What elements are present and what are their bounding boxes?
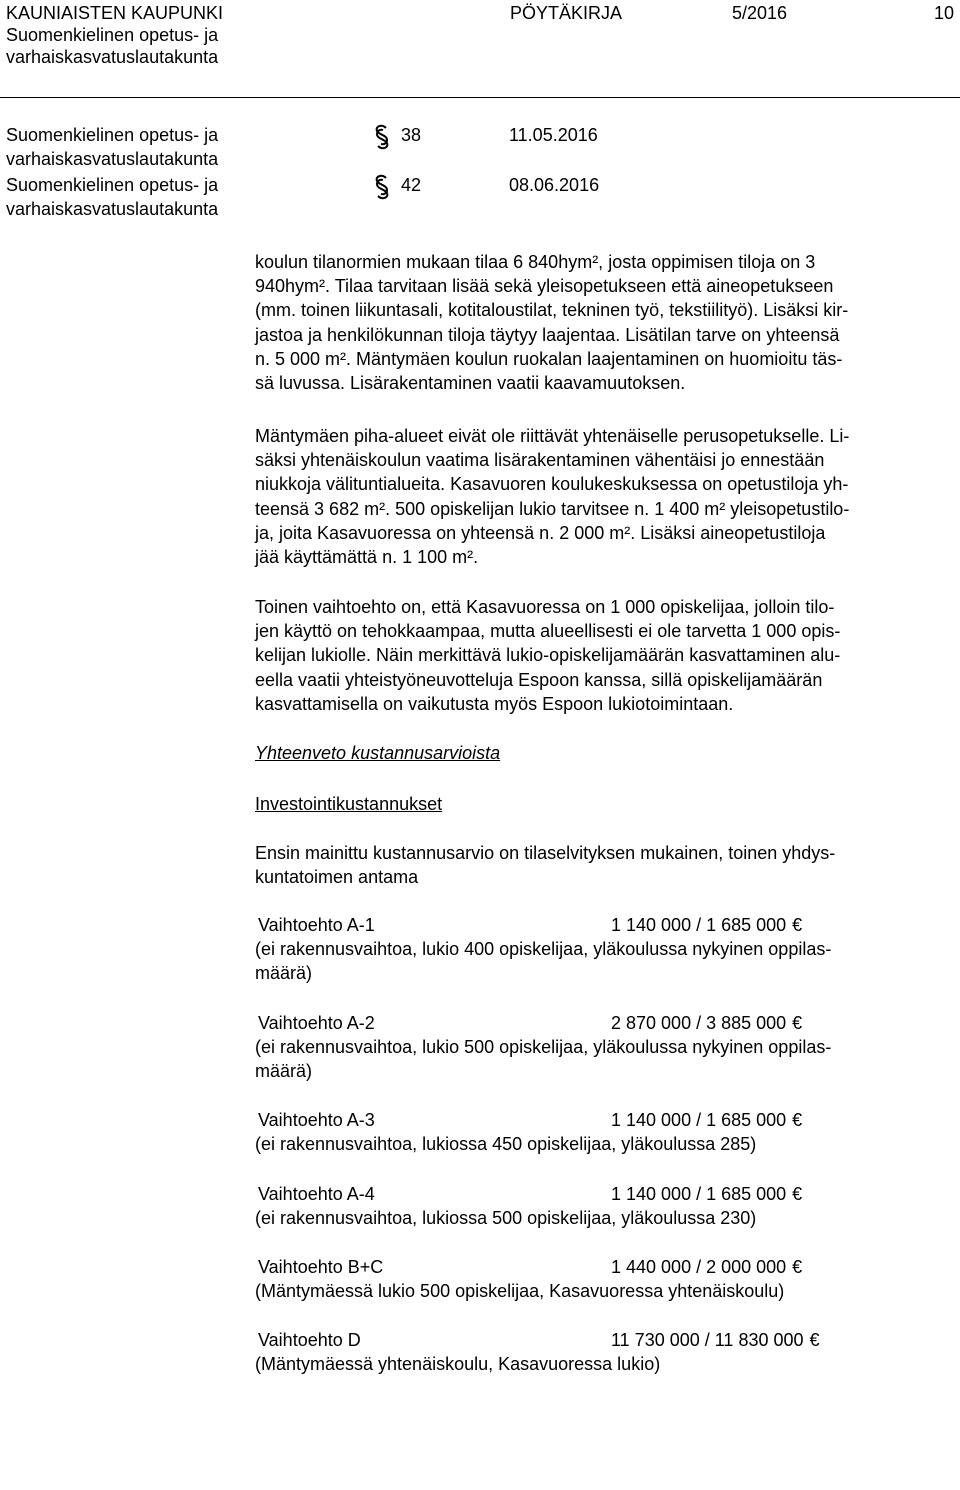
- paragraph-alternative: Toinen vaihtoehto on, että Kasavuoressa on 1 000 opiskelijaa, jolloin tilo- jen käyttö on tehokkaampaa, mutta alueellisesti ei ole tarvetta 1 000 opis- kelijan lukiolle. Näin merkittävä lukio-opiskelijamäärän kasvattaminen alu- eella vaatii yhteistyöneuvotteluja Espoon kanssa, sillä opiskelijamäärän kasvattamisella on vaikutusta myös Espoon lukiotoimintaan.: [255, 597, 841, 714]
- meeting-body-1-line1: Suomenkielinen opetus- ja: [6, 125, 219, 145]
- option-desc-d: (Mäntymäessä yhtenäiskoulu, Kasavuoressa lukio): [255, 1354, 661, 1374]
- euro-icon: €: [792, 1257, 803, 1277]
- doc-number: 5/2016: [732, 3, 788, 23]
- meeting-date-2: 08.06.2016: [509, 175, 600, 195]
- option-name-a3: Vaihtoehto A-3: [258, 1110, 375, 1130]
- meeting-section-2: 42: [401, 175, 422, 195]
- meeting-section-1: 38: [401, 125, 422, 145]
- option-name-a1: Vaihtoehto A-1: [258, 915, 375, 935]
- org-name: KAUNIAISTEN KAUPUNKI: [6, 3, 224, 23]
- euro-icon: €: [792, 1110, 803, 1130]
- section-sign-icon: [370, 174, 394, 200]
- board-name-line1: Suomenkielinen opetus- ja: [6, 25, 219, 45]
- header-divider: [0, 97, 960, 98]
- option-cost-a1: 1 140 000 / 1 685 000 €: [611, 915, 803, 935]
- heading-cost-summary: Yhteenveto kustannusarvioista: [255, 743, 501, 763]
- euro-icon: €: [792, 1013, 803, 1033]
- meeting-body-2-line1: Suomenkielinen opetus- ja: [6, 175, 219, 195]
- euro-icon: €: [809, 1330, 820, 1350]
- option-cost-d: 11 730 000 / 11 830 000 €: [611, 1330, 820, 1350]
- paragraph-intro: Ensin mainittu kustannusarvio on tilaselvityksen mukainen, toinen yhdys- kuntatoimen antama: [255, 843, 836, 888]
- option-name-bc: Vaihtoehto B+C: [258, 1257, 384, 1277]
- option-name-d: Vaihtoehto D: [258, 1330, 361, 1350]
- heading-investment-costs: Investointikustannukset: [255, 794, 443, 814]
- option-cost-a3: 1 140 000 / 1 685 000 €: [611, 1110, 803, 1130]
- option-desc-a4: (ei rakennusvaihtoa, lukiossa 500 opiskelijaa, yläkoulussa 230): [255, 1208, 757, 1228]
- doc-type: PÖYTÄKIRJA: [510, 3, 623, 23]
- option-cost-a4: 1 140 000 / 1 685 000 €: [611, 1184, 803, 1204]
- meeting-date-1: 11.05.2016: [509, 125, 598, 145]
- option-name-a2: Vaihtoehto A-2: [258, 1013, 375, 1033]
- option-name-a4: Vaihtoehto A-4: [258, 1184, 375, 1204]
- option-desc-a1: (ei rakennusvaihtoa, lukio 400 opiskelijaa, yläkoulussa nykyinen oppilas- määrä): [255, 939, 832, 984]
- meeting-body-1-line2: varhaiskasvatuslautakunta: [6, 149, 219, 169]
- option-cost-a2: 2 870 000 / 3 885 000 €: [611, 1013, 803, 1033]
- section-sign-icon: [370, 124, 394, 150]
- option-cost-bc: 1 440 000 / 2 000 000 €: [611, 1257, 803, 1277]
- meeting-body-2-line2: varhaiskasvatuslautakunta: [6, 199, 219, 219]
- euro-icon: €: [792, 1184, 803, 1204]
- page-number: 10: [934, 3, 955, 23]
- board-name-line2: varhaiskasvatuslautakunta: [6, 47, 219, 67]
- option-desc-a2: (ei rakennusvaihtoa, lukio 500 opiskelijaa, yläkoulussa nykyinen oppilas- määrä): [255, 1037, 832, 1082]
- paragraph-space-needs: koulun tilanormien mukaan tilaa 6 840hym², josta oppimisen tiloja on 3 940hym². Tilaa tarvitaan lisää sekä yleisopetukseen että aineopetukseen (mm. toinen liikuntasali, kotitaloustilat, tekninen työ, tekstiilityö). Lisäksi kir- jastoa ja henkilökunnan tiloja täytyy laajentaa. Lisätilan tarve on yhteensä n. 5 000 m². Mäntymäen koulun ruokalan laajentaminen on huomioitu täs- sä luvussa. Lisärakentaminen vaatii kaavamuutoksen.: [255, 252, 849, 394]
- euro-icon: €: [792, 915, 803, 935]
- paragraph-yard-areas: Mäntymäen piha-alueet eivät ole riittävät yhtenäiselle perusopetukselle. Li- säksi yhtenäiskoulun vaatima lisärakentaminen vähentäisi jo ennestään niukkoja välituntialueita. Kasavuoren koulukeskuksessa on opetustiloja yh- teensä 3 682 m². 500 opiskelijan lukio tarvitsee n. 1 400 m² yleisopetustilo- ja, joita Kasavuoressa on yhteensä n. 2 000 m². Lisäksi aineopetustiloja jää käyttämättä n. 1 100 m².: [255, 426, 850, 568]
- option-desc-a3: (ei rakennusvaihtoa, lukiossa 450 opiskelijaa, yläkoulussa 285): [255, 1134, 757, 1154]
- option-desc-bc: (Mäntymäessä lukio 500 opiskelijaa, Kasavuoressa yhtenäiskoulu): [255, 1281, 785, 1301]
